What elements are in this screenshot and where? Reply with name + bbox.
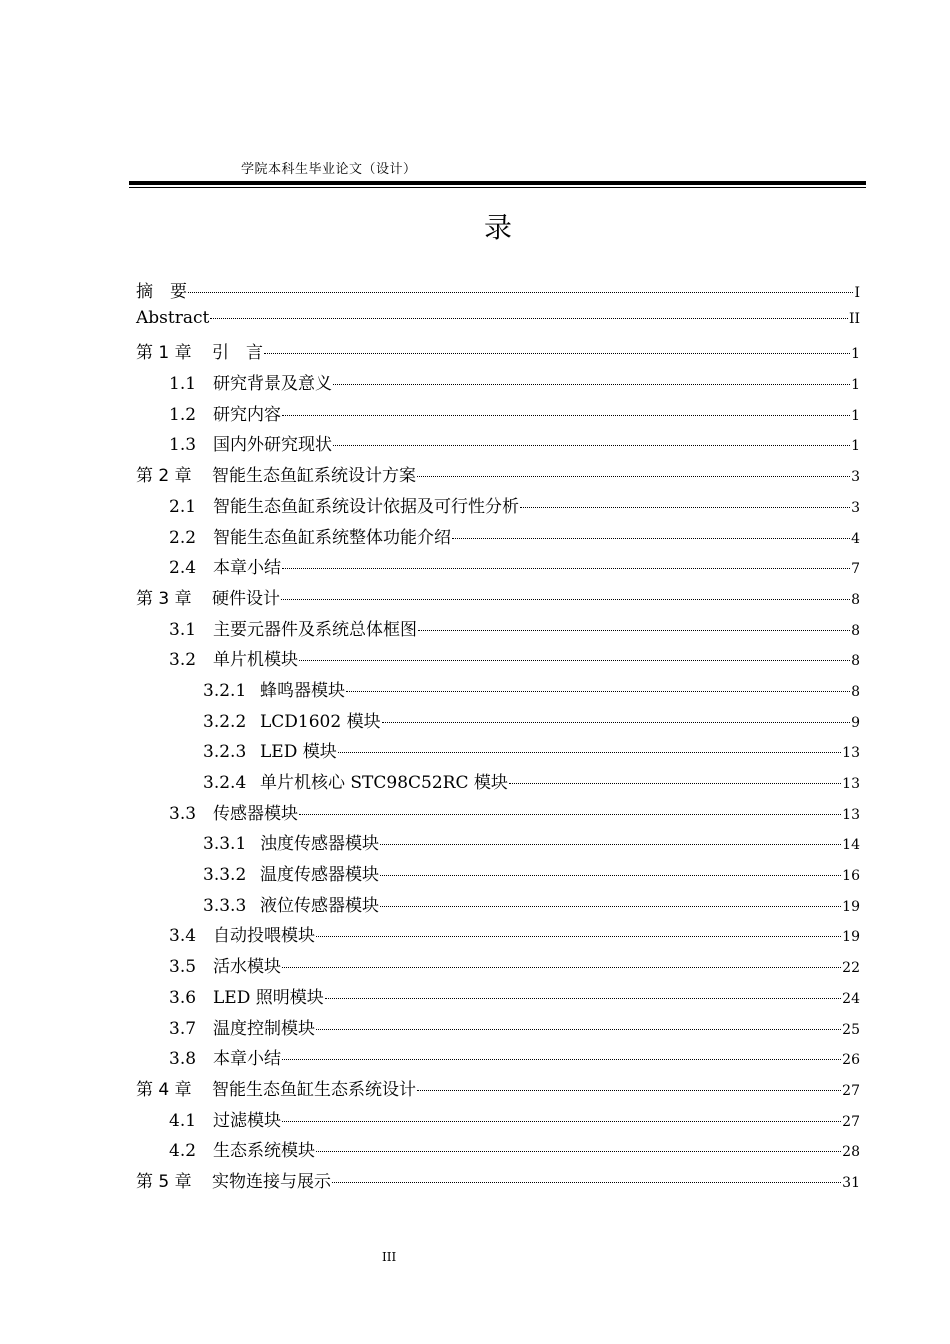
toc-entry-page: 13 <box>842 776 860 792</box>
toc-entry[interactable] <box>136 553 860 584</box>
toc-entry-label: 单片机核心 STC98C52RC 模块 <box>260 773 508 793</box>
toc-dot-leader <box>210 317 848 319</box>
toc-dot-leader <box>338 751 841 753</box>
toc-entry-label: LED 模块 <box>260 742 337 763</box>
toc-entry-page: 8 <box>851 622 860 639</box>
toc-entry-label: 硬件设计 <box>212 588 280 609</box>
toc-entry-number: 2.4 <box>169 558 197 579</box>
toc-dot-leader <box>509 782 841 784</box>
toc-entry-page: 19 <box>842 929 860 946</box>
toc-entry[interactable] <box>136 277 860 308</box>
toc-entry-number: 3.7 <box>169 1018 197 1039</box>
toc-entry-label: 温度传感器模块 <box>260 865 379 886</box>
toc-entry-number: 第 2 章 <box>136 466 192 487</box>
toc-dot-leader <box>316 1028 841 1030</box>
toc-dot-leader <box>316 1150 841 1152</box>
toc-entry-label: 智能生态鱼缸系统整体功能介绍 <box>213 527 451 548</box>
toc-dot-leader <box>299 813 841 815</box>
toc-dot-leader <box>452 537 850 539</box>
header-rule-thick <box>129 181 866 185</box>
header-rule-thin <box>129 187 866 188</box>
toc-entry-label: 智能生态鱼缸系统设计方案 <box>212 466 416 487</box>
toc-entry-page: 3 <box>851 469 860 486</box>
toc-entry[interactable] <box>136 1136 860 1167</box>
toc-entry-page: 19 <box>842 898 860 915</box>
toc-entry[interactable] <box>136 400 860 431</box>
toc-entry[interactable] <box>136 1106 860 1137</box>
toc-entry-number: 1.3 <box>169 435 197 456</box>
toc-dot-leader <box>264 352 850 354</box>
toc-entry-number: 3.2.4 <box>203 773 247 793</box>
toc-dot-leader <box>188 291 853 293</box>
toc-dot-leader <box>281 598 850 600</box>
toc-entry[interactable] <box>136 523 860 554</box>
toc-dot-leader <box>282 966 841 968</box>
toc-dot-leader <box>333 383 850 385</box>
toc-dot-leader <box>333 444 850 446</box>
toc-entry[interactable] <box>136 676 860 707</box>
toc-entry-label: 温度控制模块 <box>213 1018 315 1039</box>
toc-entry[interactable] <box>136 799 860 830</box>
toc-entry-number: 3.5 <box>169 957 197 978</box>
toc-entry-label: 单片机模块 <box>213 650 298 671</box>
toc-entry[interactable] <box>136 1044 860 1075</box>
toc-entry[interactable] <box>136 707 860 738</box>
toc-entry-page: 16 <box>842 868 860 885</box>
toc-entry-page: 3 <box>851 499 860 516</box>
toc-entry-label: 国内外研究现状 <box>213 435 332 456</box>
toc-entry-label: 传感器模块 <box>213 803 298 824</box>
toc-entry[interactable] <box>136 430 860 461</box>
toc-entry-page: 4 <box>851 530 860 547</box>
toc-dot-leader <box>299 659 850 661</box>
toc-dot-leader <box>520 506 850 508</box>
toc-entry[interactable] <box>136 952 860 983</box>
toc-entry-page: 13 <box>842 806 860 823</box>
toc-entry-page: 1 <box>851 377 860 394</box>
toc-entry-number: 第 3 章 <box>136 588 192 609</box>
toc-entry-page: 8 <box>851 683 860 700</box>
toc-entry-number: 第 5 章 <box>136 1171 192 1192</box>
toc-entry-number: 3.3.2 <box>203 865 247 886</box>
toc-entry[interactable] <box>136 768 860 799</box>
toc-entry[interactable] <box>136 1014 860 1045</box>
toc-entry-number: 2.2 <box>169 527 197 548</box>
toc-entry-page: II <box>848 310 860 327</box>
toc-entry-label: 蜂鸣器模块 <box>260 680 345 701</box>
toc-entry[interactable] <box>136 338 860 369</box>
toc-entry-label: 智能生态鱼缸生态系统设计 <box>212 1079 416 1100</box>
toc-entry-page: 8 <box>851 653 860 670</box>
toc-entry-number: 4.2 <box>169 1141 197 1162</box>
toc-dot-leader <box>332 1181 841 1183</box>
toc-entry[interactable] <box>136 921 860 952</box>
toc-entry-number: 3.2.3 <box>203 742 247 763</box>
toc-entry-number: 3.3.3 <box>203 895 247 916</box>
toc-entry[interactable] <box>136 1167 860 1198</box>
toc-dot-leader <box>382 721 850 723</box>
toc-dot-leader <box>417 475 850 477</box>
toc-entry[interactable] <box>136 461 860 492</box>
toc-entry-label: LED 照明模块 <box>213 987 324 1008</box>
toc-entry-label: 智能生态鱼缸系统设计依据及可行性分析 <box>213 496 519 517</box>
toc-entry[interactable] <box>136 645 860 676</box>
toc-entry[interactable] <box>136 308 860 339</box>
toc-dot-leader <box>325 997 841 999</box>
toc-entry-page: 31 <box>842 1174 860 1191</box>
toc-entry-label: LCD1602 模块 <box>260 711 381 732</box>
toc-entry-number: 1.1 <box>169 374 197 395</box>
toc-entry-label: 过滤模块 <box>213 1110 281 1131</box>
toc-entry-page: 1 <box>851 407 860 424</box>
footer-page-number: III <box>382 1250 397 1264</box>
toc-entry-number: 第 4 章 <box>136 1079 192 1100</box>
toc-entry-page: 25 <box>842 1021 860 1038</box>
toc-dot-leader <box>380 874 841 876</box>
toc-entry-label: 液位传感器模块 <box>260 895 379 916</box>
toc-dot-leader <box>282 567 850 569</box>
toc-entry-page: 13 <box>842 745 860 762</box>
toc-entry-label: 生态系统模块 <box>213 1141 315 1162</box>
toc-entry[interactable] <box>136 983 860 1014</box>
table-of-contents <box>136 277 860 1198</box>
toc-dot-leader <box>380 905 841 907</box>
toc-entry-number: 3.2 <box>169 650 197 671</box>
toc-entry-page: 1 <box>851 438 860 455</box>
toc-entry-page: 26 <box>842 1052 860 1069</box>
toc-entry-number: 3.1 <box>169 619 197 640</box>
running-header: 学院本科生毕业论文（设计） <box>241 162 417 177</box>
toc-entry-label: 实物连接与展示 <box>212 1171 331 1192</box>
toc-entry[interactable] <box>136 492 860 523</box>
toc-entry-label: 研究内容 <box>213 404 281 425</box>
toc-entry-page: 27 <box>842 1113 860 1130</box>
toc-entry-number: 2.1 <box>169 496 197 517</box>
toc-entry-label: 本章小结 <box>213 1049 281 1070</box>
toc-entry-number: 1.2 <box>169 404 197 425</box>
toc-entry-page: 9 <box>851 714 860 731</box>
toc-dot-leader <box>282 414 850 416</box>
toc-entry[interactable] <box>136 860 860 891</box>
toc-entry-number: 3.2.1 <box>203 680 247 701</box>
toc-dot-leader <box>346 690 850 692</box>
toc-entry-number: 3.4 <box>169 926 197 947</box>
toc-dot-leader <box>380 843 841 845</box>
toc-entry-label: 本章小结 <box>213 558 281 579</box>
toc-entry-number: 3.3.1 <box>203 834 247 855</box>
toc-entry-label: 自动投喂模块 <box>213 926 315 947</box>
toc-entry-label: 研究背景及意义 <box>213 374 332 395</box>
toc-entry-number: 3.3 <box>169 803 197 824</box>
toc-dot-leader <box>316 935 841 937</box>
toc-entry[interactable] <box>136 891 860 922</box>
toc-dot-leader <box>418 629 850 631</box>
toc-entry-page: 14 <box>842 837 860 854</box>
toc-entry-page: 8 <box>851 591 860 608</box>
toc-entry-number: 3.2.2 <box>203 711 247 732</box>
toc-entry[interactable] <box>136 615 860 646</box>
toc-title: 录 <box>483 211 512 244</box>
toc-entry[interactable] <box>136 1075 860 1106</box>
toc-entry-number: 3.8 <box>169 1049 197 1070</box>
toc-entry-page: 7 <box>851 561 860 578</box>
toc-dot-leader <box>282 1120 841 1122</box>
toc-entry[interactable] <box>136 737 860 768</box>
toc-entry-page: 27 <box>842 1082 860 1099</box>
toc-dot-leader <box>282 1058 841 1060</box>
toc-entry-page: 28 <box>842 1144 860 1161</box>
toc-entry-label: 浊度传感器模块 <box>260 834 379 855</box>
toc-entry-page: 22 <box>842 960 860 977</box>
toc-entry-page: 24 <box>842 990 860 1007</box>
toc-entry-label: Abstract <box>136 307 210 328</box>
toc-entry-page: 1 <box>851 346 860 363</box>
toc-entry-number: 摘 要 <box>136 282 187 302</box>
toc-entry-label: 主要元器件及系统总体框图 <box>213 619 417 640</box>
toc-entry-number: 4.1 <box>169 1110 197 1131</box>
toc-entry-label: 活水模块 <box>213 957 281 978</box>
toc-entry[interactable] <box>136 829 860 860</box>
toc-entry-number: 3.6 <box>169 987 197 1008</box>
toc-entry-page: I <box>854 285 860 301</box>
toc-entry[interactable] <box>136 369 860 400</box>
toc-entry-number: 第 1 章 <box>136 343 192 364</box>
toc-entry[interactable] <box>136 584 860 615</box>
toc-dot-leader <box>417 1089 841 1091</box>
toc-entry-label: 引 言 <box>212 343 263 364</box>
